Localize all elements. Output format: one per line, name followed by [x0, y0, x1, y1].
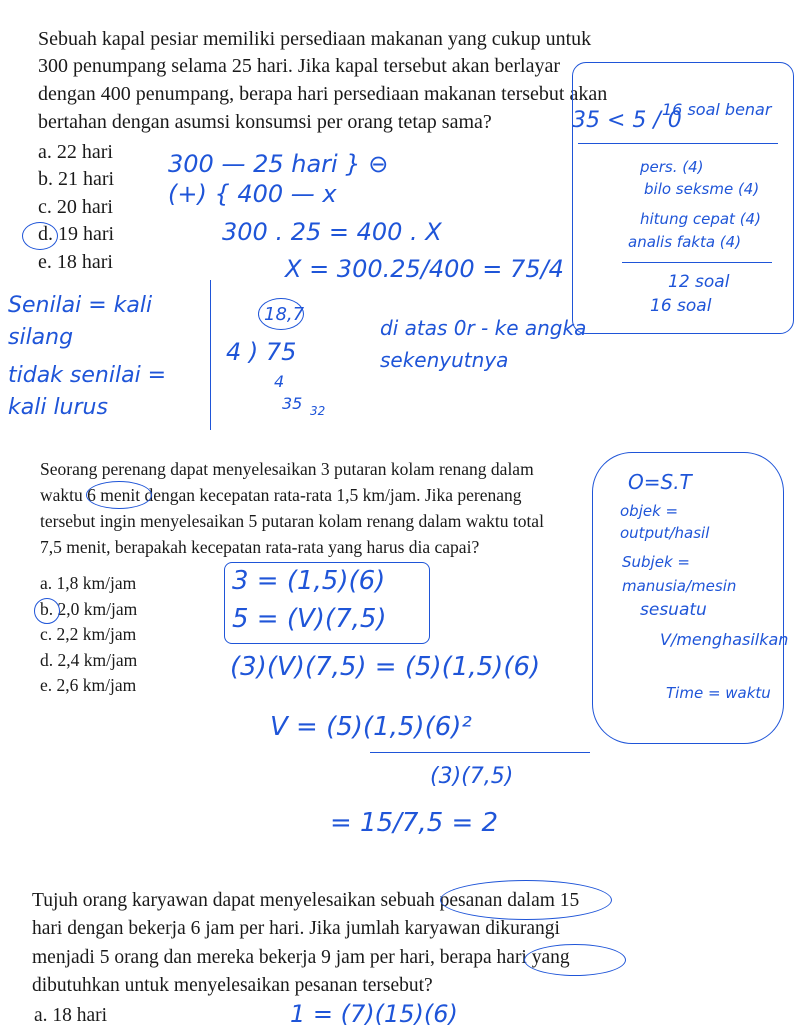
q1-line: bertahan dengan asumsi konsumsi per orang tetap sama? — [38, 111, 492, 133]
hw-q1-work: X = 300.25/400 = 75/4 — [285, 255, 564, 283]
hw-box1: hitung cepat (4) — [640, 210, 761, 228]
hw-box2: V/menghasilkan — [660, 630, 789, 649]
q2-option-e: e. 2,6 km/jam — [40, 675, 137, 695]
hw-q2-work: 3 = (1,5)(6) — [232, 566, 386, 596]
hw-box1: 16 soal benar — [662, 100, 772, 119]
q2-line: 7,5 menit, berapakah kecepatan rata-rata yang harus dia capai? — [40, 537, 480, 557]
hw-q1-work: (+) { 400 — x — [168, 180, 337, 208]
q1-line: 300 penumpang selama 25 hari. Jika kapal tersebut akan berlayar — [38, 55, 561, 77]
hw-box1: pers. (4) — [640, 158, 704, 176]
q1-option-c: c. 20 hari — [38, 196, 113, 218]
q3-option-a: a. 18 hari — [34, 1005, 108, 1026]
fraction-bar — [370, 752, 590, 753]
hw-q1-work: 4 — [274, 372, 285, 391]
q2-line: Seorang perenang dapat menyelesaikan 3 putaran kolam renang dalam — [40, 459, 534, 479]
hw-q1-work: 32 — [310, 404, 326, 418]
q2-option-d: d. 2,4 km/jam — [40, 650, 138, 670]
q3-line: menjadi 5 orang dan mereka bekerja 9 jam per hari, berapa hari yang — [32, 947, 570, 968]
q2-option-a: a. 1,8 km/jam — [40, 573, 137, 593]
hw-q3-work: 1 = (7)(15)(6) — [290, 1000, 458, 1028]
hw-tidak-senilai-note: tidak senilai = kali lurus — [8, 363, 167, 420]
hw-box2: Time = waktu — [666, 684, 771, 702]
answer-circle — [22, 222, 58, 250]
highlight-circle — [524, 944, 626, 976]
q3-line: Tujuh orang karyawan dapat menyelesaikan sebuah pesanan dalam 15 — [32, 890, 580, 911]
q2-line: waktu 6 menit dengan kecepatan rata-rata 1,5 km/jam. Jika perenang — [40, 485, 522, 505]
hw-q2-work: 5 = (V)(7,5) — [232, 604, 387, 634]
hw-box1: analis fakta (4) — [628, 233, 742, 251]
hw-box2: O=S.T — [628, 470, 692, 494]
q3-line: hari dengan bekerja 6 jam per hari. Jika jumlah karyawan dikurangi — [32, 918, 560, 939]
hw-q1-work: 300 . 25 = 400 . X — [222, 218, 442, 246]
hw-box2: objek = output/hasil — [620, 502, 710, 542]
highlight-circle — [86, 481, 152, 509]
hw-box2: sesuatu — [640, 600, 707, 620]
q3-line: dibutuhkan untuk menyelesaikan pesanan tersebut? — [32, 975, 433, 996]
hw-q2-work: V = (5)(1,5)(6)² — [270, 712, 472, 742]
hw-box1: bilo seksme (4) — [644, 180, 760, 198]
hw-q1-work: 18,7 — [264, 304, 305, 325]
q2-line: tersebut ingin menyelesaikan 5 putaran kolam renang dalam waktu total — [40, 511, 544, 531]
result-circle — [258, 298, 304, 330]
hw-box1: 12 soal — [668, 272, 730, 292]
q1-option-d: d. 19 hari — [38, 223, 115, 245]
hw-box1: 35 < 5 / 0 — [572, 108, 682, 133]
q1-option-b: b. 21 hari — [38, 168, 115, 190]
hw-box1: 16 soal — [650, 296, 712, 316]
answer-circle — [34, 598, 60, 624]
hw-q1-work: 4 ) 75 — [226, 338, 297, 366]
hw-q2-work: = 15/7,5 = 2 — [330, 808, 499, 838]
hw-box2: Subjek = manusia/mesin — [622, 553, 737, 595]
q2-option-b: b. 2,0 km/jam — [40, 599, 138, 619]
hw-q2-work: (3)(V)(7,5) = (5)(1,5)(6) — [230, 652, 541, 682]
divider — [622, 262, 772, 263]
q1-line: Sebuah kapal pesiar memiliki persediaan makanan yang cukup untuk — [38, 28, 592, 50]
q2-option-c: c. 2,2 km/jam — [40, 624, 137, 644]
hw-q1-note: di atas 0r - ke angka sekenyutnya — [380, 316, 587, 372]
left-note-border — [0, 280, 211, 430]
hw-q2-work: (3)(7,5) — [430, 764, 514, 789]
hw-senilai-note: Senilai = kali silang — [8, 293, 153, 350]
q1-option-a: a. 22 hari — [38, 141, 113, 163]
highlight-circle — [440, 880, 612, 920]
hw-q1-work: 300 — 25 hari } ⊖ — [168, 150, 389, 178]
divider — [578, 143, 778, 144]
hw-q1-work: 35 — [282, 394, 303, 413]
q1-option-e: e. 18 hari — [38, 251, 113, 273]
q1-line: dengan 400 penumpang, berapa hari persediaan makanan tersebut akan — [38, 83, 608, 105]
